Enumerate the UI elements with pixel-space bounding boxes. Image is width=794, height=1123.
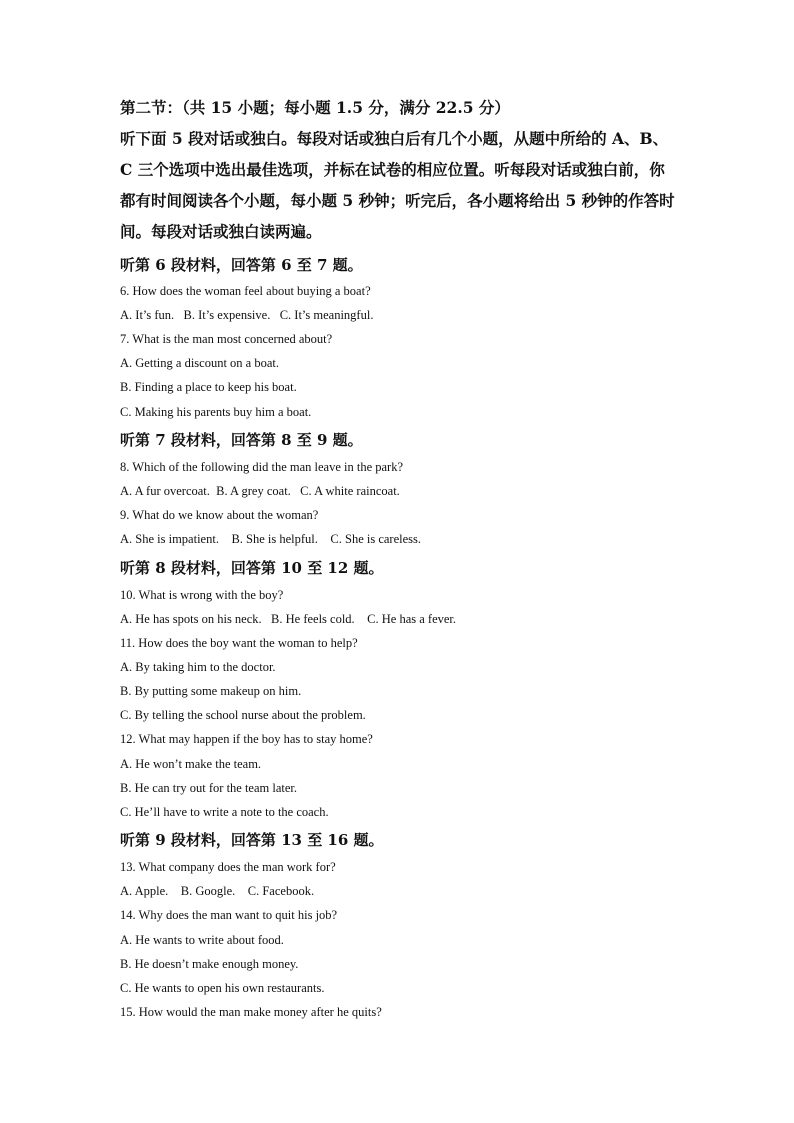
question-8-options: A. A fur overcoat. B. A grey coat. C. A white raincoat. xyxy=(120,484,400,498)
question-11-option-b: B. By putting some makeup on him. xyxy=(120,684,302,698)
question-15-stem: 15. How would the man make money after he quits? xyxy=(120,1005,382,1019)
question-12-option-c: C. He’ll have to write a note to the coach. xyxy=(120,805,329,819)
question-9-stem: 9. What do we know about the woman? xyxy=(120,508,319,522)
question-14-stem: 14. Why does the man want to quit his job? xyxy=(120,908,338,922)
passage-9-heading: 听第 9 段材料，回答第 13 至 16 题。 xyxy=(120,831,384,849)
question-12-stem: 12. What may happen if the boy has to stay home? xyxy=(120,732,373,746)
question-14-option-a: A. He wants to write about food. xyxy=(120,933,284,947)
question-10-stem: 10. What is wrong with the boy? xyxy=(120,588,284,602)
question-6-stem: 6. How does the woman feel about buying a boat? xyxy=(120,284,371,298)
question-14-option-c: C. He wants to open his own restaurants. xyxy=(120,981,325,995)
question-12-option-a: A. He won’t make the team. xyxy=(120,757,262,771)
section-title: 第二节：（共 15 小题；每小题 1.5 分，满分 22.5 分） xyxy=(120,98,510,117)
question-11-stem: 11. How does the boy want the woman to help? xyxy=(120,636,358,650)
question-9-options: A. She is impatient. B. She is helpful. C. She is careless. xyxy=(120,532,422,546)
question-10-options: A. He has spots on his neck. B. He feels cold. C. He has a fever. xyxy=(120,612,457,626)
passage-8-heading: 听第 8 段材料，回答第 10 至 12 题。 xyxy=(120,559,384,577)
passage-7-heading: 听第 7 段材料，回答第 8 至 9 题。 xyxy=(120,431,363,449)
section-instructions: 听下面 5 段对话或独白。每段对话或独白后有几个小题，从题中所给的 A、B、C 三个选项中选出最佳选项，并标在试卷的相应位置。听每段对话或独白前，你都有时间阅读各个小题，每小题 5 秒钟；听完后，各小题将给出 5 秒钟的作答时间。每段对话或独白读两遍。 xyxy=(120,129,675,241)
question-7-option-a: A. Getting a discount on a boat. xyxy=(120,356,279,370)
question-6-options: A. It’s fun. B. It’s expensive. C. It’s meaningful. xyxy=(120,308,374,322)
question-13-stem: 13. What company does the man work for? xyxy=(120,860,336,874)
question-7-option-b: B. Finding a place to keep his boat. xyxy=(120,380,297,394)
passage-6-heading: 听第 6 段材料，回答第 6 至 7 题。 xyxy=(120,256,363,274)
question-11-option-c: C. By telling the school nurse about the problem. xyxy=(120,708,366,722)
question-7-option-c: C. Making his parents buy him a boat. xyxy=(120,405,312,419)
question-11-option-a: A. By taking him to the doctor. xyxy=(120,660,276,674)
question-8-stem: 8. Which of the following did the man leave in the park? xyxy=(120,460,404,474)
question-14-option-b: B. He doesn’t make enough money. xyxy=(120,957,299,971)
question-12-option-b: B. He can try out for the team later. xyxy=(120,781,298,795)
question-13-options: A. Apple. B. Google. C. Facebook. xyxy=(120,884,315,898)
question-7-stem: 7. What is the man most concerned about? xyxy=(120,332,333,346)
